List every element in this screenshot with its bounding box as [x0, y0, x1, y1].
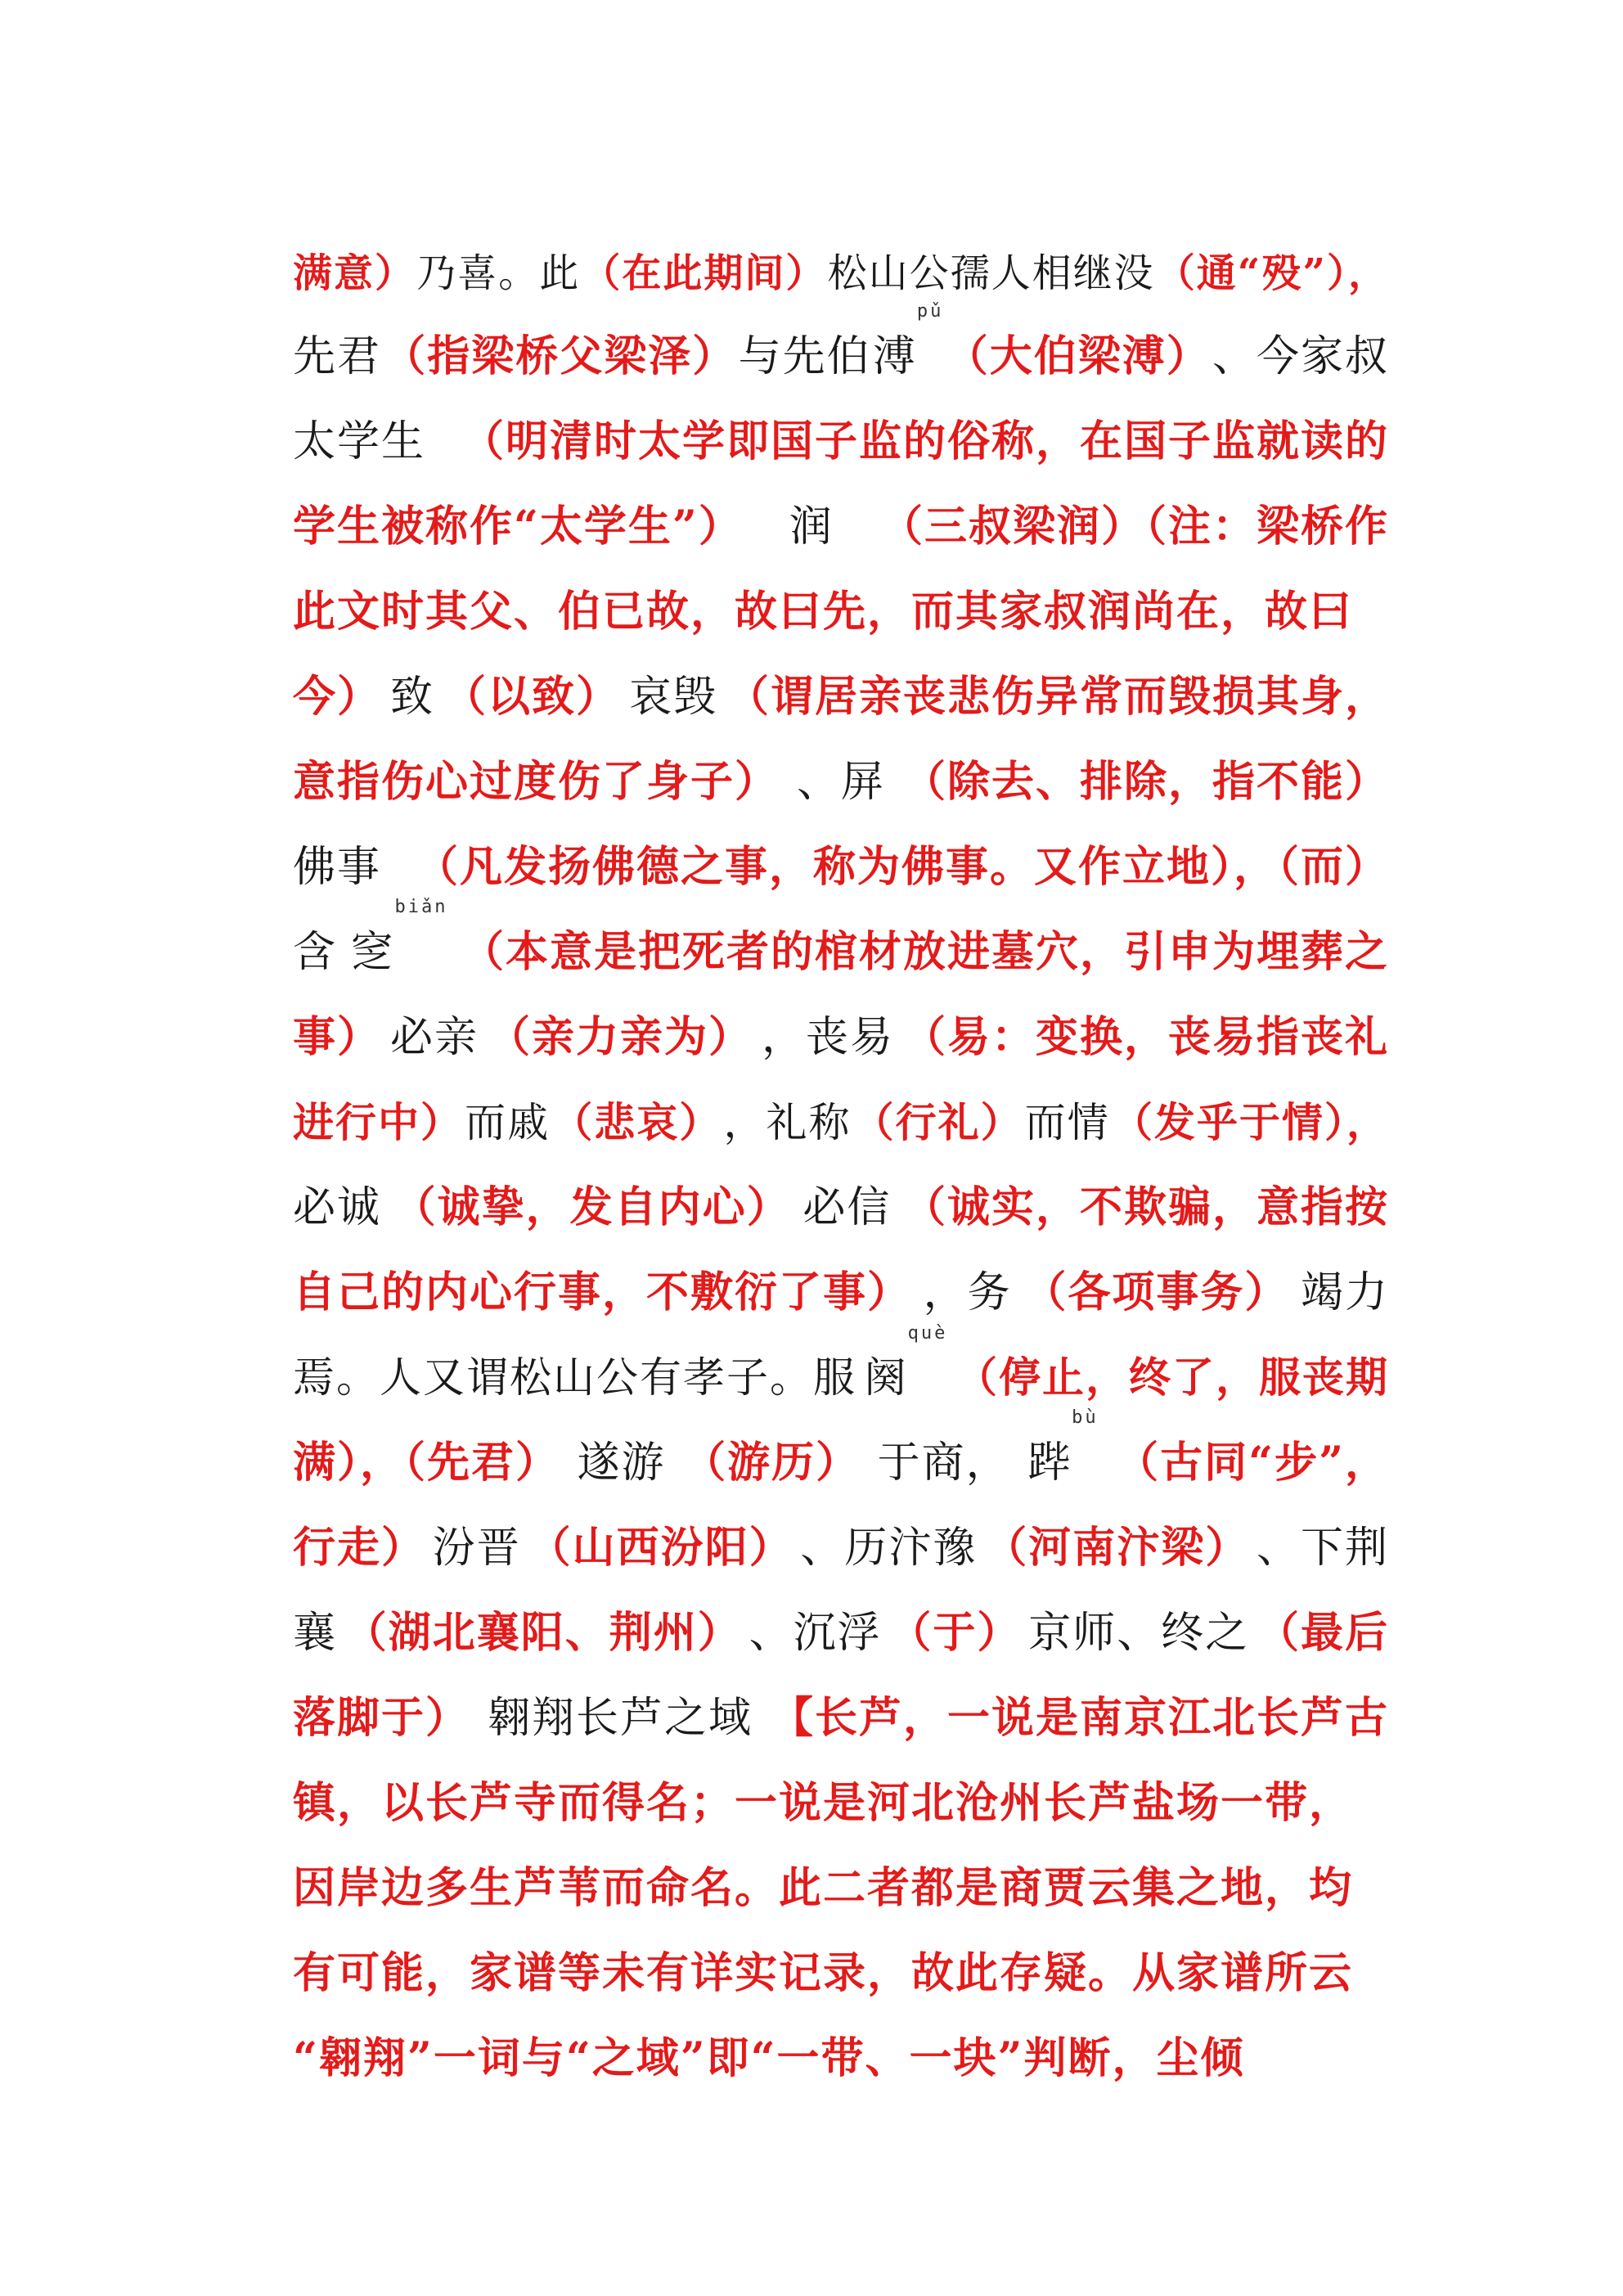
annotation-text: （大伯梁溥）: [945, 331, 1211, 381]
annotation-text: 今）: [293, 672, 382, 722]
text-line: [293, 298, 1389, 383]
pinyin-reading: biǎn: [394, 897, 448, 917]
original-text: 、沉浮: [749, 1609, 882, 1658]
text-line: [293, 1149, 1389, 1234]
annotation-text: （河南汴梁）: [984, 1523, 1250, 1573]
pinyin-annotated-char: [351, 898, 448, 979]
original-text: 、屏: [796, 758, 885, 807]
original-text: 必信: [803, 1183, 892, 1232]
annotation-text: （行礼）: [852, 1098, 1023, 1146]
text-line: [293, 553, 1389, 638]
annotation-text: （停止，终了，服丧期: [955, 1353, 1389, 1402]
annotation-text: （亲力亲为）: [487, 1012, 753, 1062]
pinyin-reading: pǔ: [916, 301, 944, 322]
text-line: [293, 2000, 1389, 2085]
annotation-text: （明清时太学即国子监的俗称，在国子监就读的: [461, 416, 1389, 466]
annotation-text: （指梁桥父梁泽）: [383, 331, 737, 381]
annotation-text: （于）: [888, 1608, 1022, 1658]
text-line: [293, 979, 1389, 1064]
original-text: 松山公孺人相继没: [827, 250, 1155, 296]
annotation-text: 落脚于）: [293, 1693, 470, 1743]
annotation-text: 满），（先君）: [293, 1438, 560, 1488]
annotation-text: （除去、排除，指不能）: [902, 757, 1389, 807]
text-line: [293, 894, 1389, 979]
annotation-text: （古同“步”，: [1116, 1438, 1389, 1488]
annotated-char: 溥: [872, 332, 917, 381]
text-line: [293, 638, 1389, 723]
annotation-text: 行走）: [293, 1523, 426, 1573]
annotation-text: 学生被称作“太学生”）: [293, 502, 743, 551]
annotation-text: （在此期间）: [581, 250, 827, 296]
annotation-text: （以致）: [443, 672, 620, 722]
text-line: [293, 1064, 1389, 1149]
original-text: 、下荆: [1256, 1524, 1389, 1573]
pinyin-reading: què: [907, 1323, 948, 1344]
annotation-text: （诚挚，发自内心）: [393, 1182, 791, 1232]
original-text: 先君: [293, 332, 382, 381]
annotation-text: 因岸边多生芦苇而命名。此二者都是商贾云集之地，均: [293, 1863, 1354, 1913]
original-text: 致: [389, 673, 434, 722]
original-text: 哀毁: [628, 673, 717, 722]
text-line: [293, 1234, 1389, 1319]
text-line: [293, 1319, 1389, 1404]
text-line: [293, 1489, 1389, 1574]
annotation-text: （三叔梁润）（注：梁桥作: [879, 502, 1389, 551]
annotation-text: （通“殁”），: [1155, 250, 1389, 296]
original-text: 、历汴豫: [800, 1524, 978, 1573]
original-text: 必诚: [293, 1183, 382, 1232]
original-text: 而情: [1024, 1099, 1110, 1146]
original-text: 京师、终之: [1028, 1609, 1250, 1658]
pinyin-annotated-char: [873, 303, 944, 383]
document-page: [293, 213, 1389, 2085]
annotation-text: 镇，以长芦寺而得名；一说是河北沧州长芦盐场一带，: [293, 1778, 1354, 1828]
annotation-text: “翱翔”一词与“之域”即“一带、一块”判断，尘倾: [293, 2033, 1245, 2083]
original-text: 太学生: [293, 417, 426, 466]
annotation-text: 满意）: [293, 250, 416, 296]
pinyin-annotated-char: [1027, 1409, 1099, 1489]
text-line: [293, 1659, 1389, 1745]
annotation-text: （最后: [1256, 1608, 1389, 1658]
original-text: 焉。人又谓松山公有孝子。服: [293, 1354, 857, 1402]
text-line: [293, 383, 1389, 468]
pinyin-reading: bù: [1072, 1407, 1099, 1428]
original-text: 翱翔长芦之域: [487, 1694, 753, 1743]
original-text: 必亲: [389, 1013, 479, 1062]
annotation-text: 事）: [293, 1012, 382, 1062]
annotation-text: 意指伤心过度伤了身子）: [293, 757, 780, 807]
annotated-char: 窆: [350, 928, 395, 977]
original-text: 乃喜。此: [416, 250, 581, 296]
annotated-char: 阕: [864, 1354, 908, 1402]
original-text: 、今家叔: [1212, 332, 1389, 381]
text-line: [293, 1404, 1389, 1489]
annotation-text: （湖北襄阳、荆州）: [344, 1608, 742, 1658]
annotation-text: （诚实，不欺骗，意指按: [902, 1182, 1389, 1232]
annotation-text: 自己的内心行事，不敷衍了事）: [293, 1267, 912, 1317]
original-text: 竭力: [1300, 1268, 1389, 1317]
original-text: 汾晋: [432, 1524, 521, 1573]
annotation-text: 进行中）: [293, 1098, 463, 1146]
original-text: 襄: [293, 1609, 338, 1658]
annotation-text: （谓居亲丧悲伤异常而毁损其身，: [726, 672, 1389, 722]
original-text: ，礼称: [723, 1099, 852, 1146]
annotation-text: （发乎于情），: [1111, 1098, 1389, 1146]
text-line: [293, 1830, 1389, 1915]
annotation-text: （游历）: [683, 1438, 861, 1488]
annotation-text: （易：变换，丧易指丧礼: [902, 1012, 1389, 1062]
annotation-text: （山西汾阳）: [528, 1523, 794, 1573]
original-text: 佛事: [293, 843, 382, 892]
original-text: 与先伯: [738, 332, 871, 381]
annotation-text: （悲哀）: [551, 1098, 722, 1146]
original-text: ，务: [923, 1268, 1012, 1317]
text-line: [293, 1745, 1389, 1830]
annotation-text: 有可能，家谱等未有详实记录，故此存疑。从家谱所云: [293, 1948, 1354, 1998]
annotation-text: （各项事务）: [1023, 1267, 1289, 1317]
text-line: [293, 723, 1389, 808]
original-text: 含: [293, 928, 338, 977]
annotation-text: 【长芦，一说是南京江北长芦古: [770, 1693, 1389, 1743]
original-text: 于商，: [877, 1438, 1010, 1488]
annotation-text: 此文时其父、伯已故，故曰先，而其家叔润尚在，故曰: [293, 587, 1354, 637]
original-text: 润: [789, 502, 834, 551]
text-line: [293, 808, 1389, 894]
pinyin-annotated-char: [865, 1325, 948, 1404]
text-line: [293, 213, 1389, 298]
original-text: 遂游: [577, 1438, 666, 1488]
original-text: 而戚: [465, 1099, 551, 1146]
annotation-text: （凡发扬佛德之事，称为佛事。又作立地），（而）: [415, 842, 1389, 892]
text-line: [293, 1574, 1389, 1659]
text-line: [293, 1915, 1389, 2000]
text-line: [293, 468, 1389, 553]
original-text: ，丧易: [761, 1013, 894, 1062]
annotated-char: 跸: [1027, 1438, 1072, 1488]
annotation-text: （本意是把死者的棺材放进墓穴，引申为埋葬之: [461, 927, 1389, 977]
